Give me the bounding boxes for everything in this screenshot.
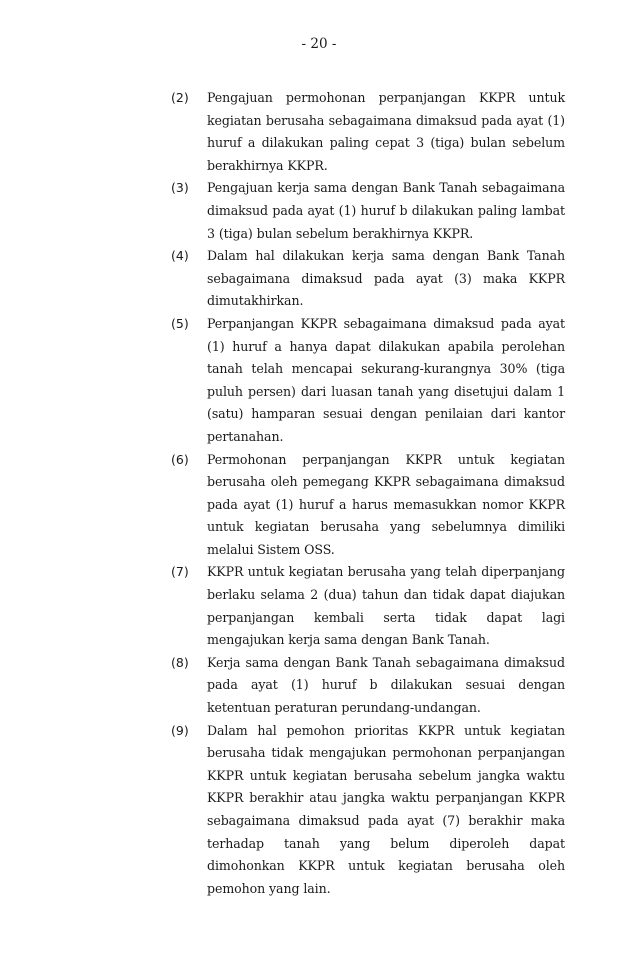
- paragraph-text: Pengajuan kerja sama dengan Bank Tanah sebagaimana dimaksud pada ayat (1) huruf b dilakukan paling lambat 3 (tiga) bulan sebelum berakhirnya KKPR.: [207, 180, 565, 241]
- article-paragraphs: [171, 87, 565, 900]
- paragraph-3: [171, 177, 565, 245]
- paragraph-number: (4): [171, 248, 189, 264]
- paragraph-number: (3): [171, 180, 189, 196]
- paragraph-text: Pengajuan permohonan perpanjangan KKPR untuk kegiatan berusaha sebagaimana dimaksud pada ayat (1) huruf a dilakukan paling cepat 3 (tiga) bulan sebelum berakhirnya KKPR.: [207, 90, 565, 173]
- paragraph-text: Kerja sama dengan Bank Tanah sebagaimana dimaksud pada ayat (1) huruf b dilakukan sesuai dengan ketentuan peraturan perundang-undangan.: [207, 654, 565, 716]
- paragraph-number: (9): [171, 722, 189, 738]
- paragraph-number: (8): [171, 654, 189, 670]
- paragraph-2: [171, 87, 565, 177]
- paragraph-6: [171, 449, 565, 562]
- paragraph-number: (7): [171, 564, 189, 580]
- paragraph-4: [171, 245, 565, 313]
- paragraph-number: (2): [171, 90, 189, 105]
- paragraph-text: Dalam hal dilakukan kerja sama dengan Bank Tanah sebagaimana dimaksud pada ayat (3) maka KKPR dimutakhirkan.: [207, 248, 565, 309]
- paragraph-text: Perpanjangan KKPR sebagaimana dimaksud pada ayat (1) huruf a hanya dapat dilakukan apabila perolehan tanah telah mencapai sekurang-kurangnya 30% (tiga puluh persen) dari luasan tanah yang disetujui dalam 1 (satu) hamparan sesuai dengan penilaian dari kantor pertanahan.: [207, 315, 565, 444]
- paragraph-8: [171, 652, 565, 720]
- paragraph-text: Permohonan perpanjangan KKPR untuk kegiatan berusaha oleh pemegang KKPR sebagaimana dimaksud pada ayat (1) huruf a harus memasukkan nomor KKPR untuk kegiatan berusaha yang sebelumnya dimiliki melalui Sistem OSS.: [207, 451, 565, 557]
- paragraph-text: KKPR untuk kegiatan berusaha yang telah diperpanjang berlaku selama 2 (dua) tahun dan tidak dapat diajukan perpanjangan kembali serta tidak dapat lagi mengajukan kerja sama dengan Bank Tanah.: [207, 564, 565, 648]
- paragraph-number: (5): [171, 315, 189, 331]
- paragraph-number: (6): [171, 451, 189, 467]
- paragraph-text: Dalam hal pemohon prioritas KKPR untuk kegiatan berusaha tidak mengajukan permohonan perpanjangan KKPR untuk kegiatan berusaha sebelum jangka waktu KKPR berakhir atau jangka waktu perpanjangan KKPR sebagaimana dimaksud pada ayat (7) berakhir maka terhadap tanah yang belum diperoleh dapat dimohonkan KKPR untuk kegiatan berusaha oleh pemohon yang lain.: [207, 722, 565, 896]
- paragraph-5: [171, 313, 565, 449]
- paragraph-7: [171, 561, 565, 651]
- page-number: - 20 -: [301, 36, 337, 52]
- paragraph-9: [171, 720, 565, 901]
